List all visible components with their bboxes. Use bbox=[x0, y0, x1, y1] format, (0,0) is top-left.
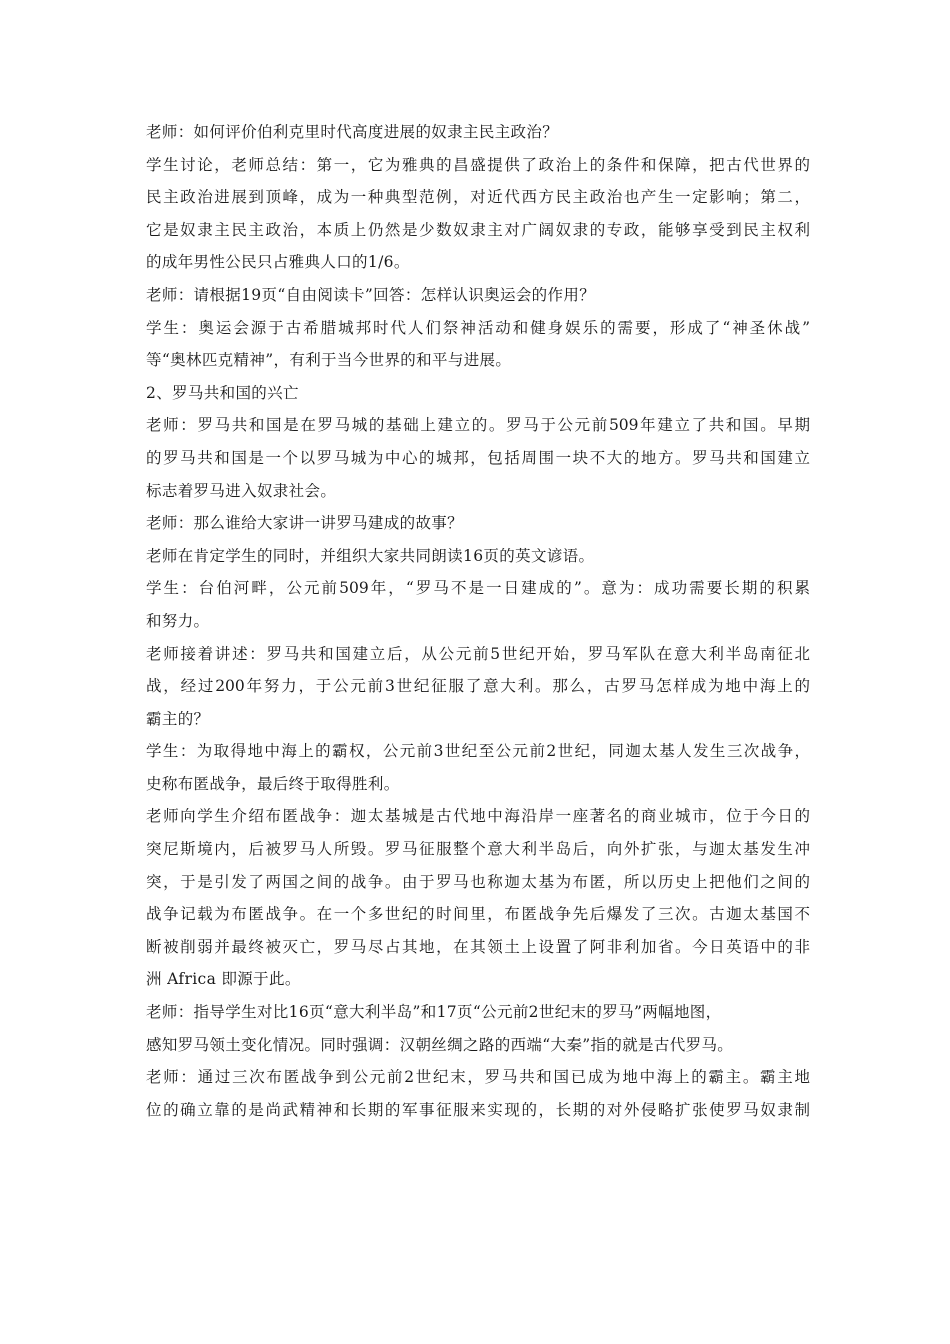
text-line: 标志着罗马进入奴隶社会。 bbox=[146, 481, 337, 500]
text-line: 等“奥林匹克精神”，有利于当今世界的和平与进展。 bbox=[146, 351, 512, 370]
document-body bbox=[146, 116, 810, 1126]
text-line: 的成年男性公民只占雅典人口的1/6。 bbox=[146, 253, 410, 272]
text-line: 学生讨论，老师总结：第一，它为雅典的昌盛提供了政治上的条件和保障，把古代世界的 bbox=[146, 155, 810, 174]
text-line: 霸主的？ bbox=[146, 709, 210, 728]
text-line: 老师：通过三次布匿战争到公元前2世纪末，罗马共和国已成为地中海上的霸主。霸主地 bbox=[146, 1068, 810, 1087]
text-line: 的罗马共和国是一个以罗马城为中心的城邦，包括周围一块不大的地方。罗马共和国建立 bbox=[146, 448, 810, 467]
text-line: 老师：请根据19页“自由阅读卡”回答：怎样认识奥运会的作用？ bbox=[146, 285, 596, 304]
text-line: 学生：台伯河畔，公元前509年，“罗马不是一日建成的”。意为：成功需要长期的积累 bbox=[146, 579, 810, 598]
text-line: 感知罗马领土变化情况。同时强调：汉朝丝绸之路的西端“大秦”指的就是古代罗马。 bbox=[146, 1035, 734, 1054]
section-heading: 2、罗马共和国的兴亡 bbox=[146, 383, 299, 402]
text-line: 突尼斯境内，后被罗马人所毁。罗马征服整个意大利半岛后，向外扩张，与迦太基发生冲 bbox=[146, 840, 810, 859]
text-line: 战争记载为布匿战争。在一个多世纪的时间里，布匿战争先后爆发了三次。古迦太基国不 bbox=[146, 905, 810, 924]
text-line: 洲 Africa 即源于此。 bbox=[146, 970, 301, 989]
text-line: 老师在肯定学生的同时，并组织大家共同朗读16页的英文谚语。 bbox=[146, 546, 595, 565]
text-line: 位的确立靠的是尚武精神和长期的军事征服来实现的，长期的对外侵略扩张使罗马奴隶制 bbox=[146, 1100, 810, 1119]
text-line: 断被削弱并最终被灭亡，罗马尽占其地，在其领土上设置了阿非利加省。今日英语中的非 bbox=[146, 937, 810, 956]
text-line: 老师：那么谁给大家讲一讲罗马建成的故事？ bbox=[146, 514, 464, 533]
text-line: 老师：指导学生对比16页“意大利半岛”和17页“公元前2世纪末的罗马”两幅地图， bbox=[146, 1003, 722, 1022]
text-line: 它是奴隶主民主政治，本质上仍然是少数奴隶主对广阔奴隶的专政，能够享受到民主权利 bbox=[146, 220, 810, 239]
text-line: 老师向学生介绍布匿战争：迦太基城是古代地中海沿岸一座著名的商业城市，位于今日的 bbox=[146, 807, 810, 826]
text-line: 和努力。 bbox=[146, 611, 210, 630]
text-line: 史称布匿战争，最后终于取得胜利。 bbox=[146, 774, 400, 793]
text-line: 民主政治进展到顶峰，成为一种典型范例，对近代西方民主政治也产生一定影响；第二， bbox=[146, 188, 810, 207]
text-line: 老师接着讲述：罗马共和国建立后，从公元前5世纪开始，罗马军队在意大利半岛南征北 bbox=[146, 644, 810, 663]
text-line: 学生：奥运会源于古希腊城邦时代人们祭神活动和健身娱乐的需要，形成了“神圣休战” bbox=[146, 318, 810, 337]
text-line: 学生：为取得地中海上的霸权，公元前3世纪至公元前2世纪，同迦太基人发生三次战争， bbox=[146, 742, 810, 761]
text-line: 战，经过200年努力，于公元前3世纪征服了意大利。那么，古罗马怎样成为地中海上的 bbox=[146, 677, 810, 696]
text-line: 老师：如何评价伯利克里时代高度进展的奴隶主民主政治？ bbox=[146, 123, 559, 141]
text-line: 突，于是引发了两国之间的战争。由于罗马也称迦太基为布匿，所以历史上把他们之间的 bbox=[146, 872, 810, 891]
text-line: 老师：罗马共和国是在罗马城的基础上建立的。罗马于公元前509年建立了共和国。早期 bbox=[146, 416, 810, 435]
